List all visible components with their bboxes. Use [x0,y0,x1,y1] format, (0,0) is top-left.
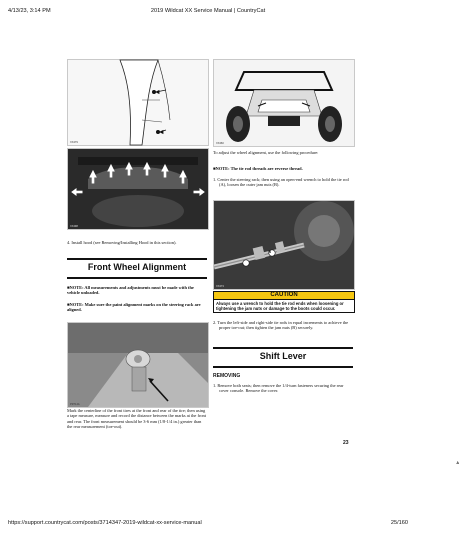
engine-bay-photo [68,149,208,229]
print-title: 2019 Wildcat XX Service Manual | CountryCat [150,8,266,14]
vehicle-front-photo [214,60,354,146]
step-center-rack: 1. Center the steering rack; then using an open-end wrench to hold the tie rod (A), loosen the outer jam nuts (B). [213,177,349,188]
callout-a: A [456,460,459,465]
figure-steering-rack [67,322,209,408]
caution-box [213,291,355,313]
hood-fender-drawing [68,60,208,145]
section-rule-top [67,258,207,260]
figure-hood-fender [67,59,209,146]
print-page-counter: 25/160 [390,520,408,526]
figure-vehicle-front [213,59,355,147]
figure-caption-2: XX498 [70,225,78,228]
print-datetime: 4/13/23, 3:14 PM [8,8,51,14]
figure-caption-3: PR714A [70,403,80,406]
section-title-front-wheel-alignment: Front Wheel Alignment [87,262,187,272]
note-reverse-thread: ■NOTE: The tie rod threads are reverse thread. [213,166,303,171]
note-unloaded: ■NOTE: All measurements and adjustments must be made with the vehicle unloaded. [67,285,194,296]
figure-caption-4: XX460 [216,142,224,145]
figure-engine-bay [67,148,209,230]
note-alignment-marks: ■NOTE: Make sure the paint alignment marks on the steering rack are aligned. [67,302,201,313]
step-remove-seats: 1. Remove both seats; then remove the 1/4-turn fasteners securing the rear cover console. Remove the cover. [213,383,344,394]
step-turn-tie-rods: 2. Turn the left-side and right-side tie rods in equal increments to achieve the proper toe-out; then tighten the jam nuts (B) securely. [213,320,349,331]
section-rule-bottom [67,277,207,279]
steering-rack-photo [68,323,208,407]
page-number: 23 [343,440,349,446]
callout-b: B [268,249,271,254]
section-rule-top-2 [213,347,353,349]
caution-text: Always use a wrench to hold the tie rod ends when loosening or tightening the jam nuts or damage to the boots could occur. [216,301,344,311]
section-rule-bottom-2 [213,366,353,368]
caution-title: CAUTION [214,292,354,300]
print-url: https://support.countrycat.com/posts/3714347-2019-wildcat-xx-service-manual [8,520,202,526]
section-title-shift-lever: Shift Lever [259,351,307,361]
step-install-hood: 4. Install hood (see Removing/Installing Hood in this section). [67,240,177,245]
figure-caption-1: XX479 [70,141,78,144]
tie-rod-photo [214,201,354,289]
alignment-intro: To adjust the wheel alignment, use the following procedure: [213,150,319,155]
figure-caption-5: XX473 [216,285,224,288]
subheading-removing: REMOVING [213,373,241,379]
toe-out-instructions: Mark the centerline of the front tires at the front and rear of the tire; then using a tape measure, measure and record the distance between the marks at the front and rear. The front measurement should be 3-6 mm (1/8-1/4 in.) greater than the rear measurement (toe-out). [67,408,206,430]
